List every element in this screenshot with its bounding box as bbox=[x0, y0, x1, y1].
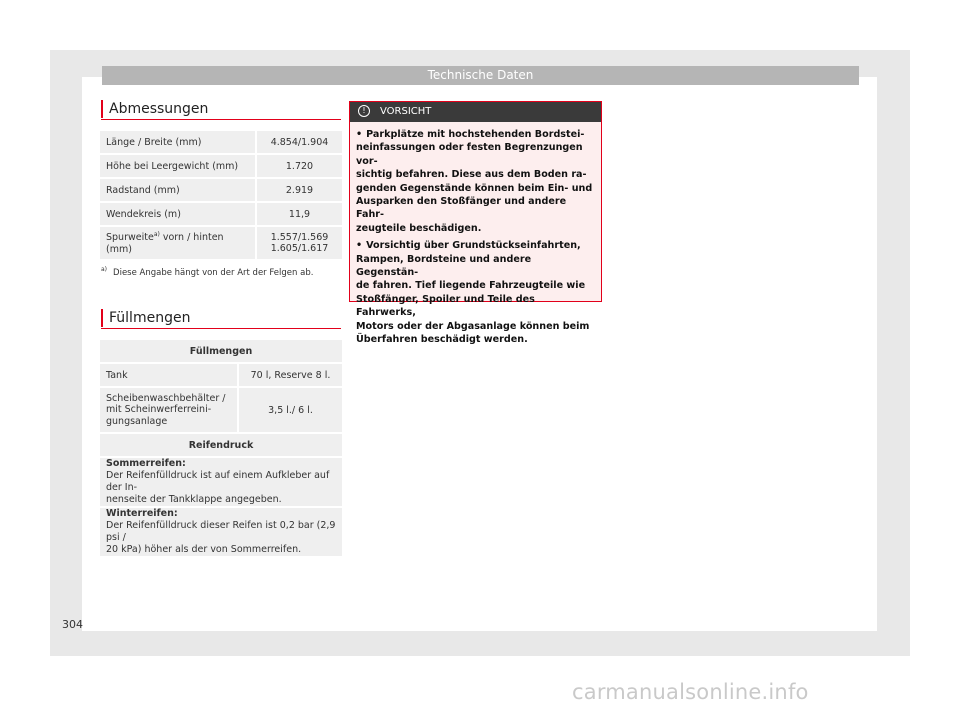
table-row bbox=[100, 179, 342, 201]
row-label-line: Scheibenwaschbehälter / bbox=[106, 392, 226, 404]
chapter-header: Technische Daten bbox=[102, 66, 859, 85]
table-head-row bbox=[100, 340, 342, 362]
tyre-winter-cell bbox=[100, 508, 342, 556]
tyre-summer-cell bbox=[100, 458, 342, 506]
table-row bbox=[100, 508, 342, 556]
caution-item bbox=[356, 239, 595, 346]
tyre-text-line: nenseite der Tankklappe angegeben. bbox=[106, 494, 282, 505]
footnote-text: Diese Angabe hängt von der Art der Felgen ab. bbox=[113, 267, 314, 278]
caution-line: Ausparken den Stoßfänger und andere Fahr- bbox=[356, 196, 567, 221]
warning-circle-icon: ! bbox=[358, 105, 370, 117]
watermark-text[interactable]: carmanualsonline.info bbox=[572, 680, 809, 704]
caution-item bbox=[356, 128, 595, 235]
tyre-text-line: Der Reifenfülldruck dieser Reifen ist 0,2 bar (2,9 psi / bbox=[106, 520, 336, 543]
caution-line: zeugteile beschädigen. bbox=[356, 222, 482, 234]
bullet-icon: • bbox=[356, 129, 363, 140]
caution-line: Rampen, Bordsteine und andere Gegenstän- bbox=[356, 253, 532, 279]
caution-line: Vorsichtig über Grundstückseinfahrten, bbox=[366, 240, 581, 252]
table-row bbox=[100, 227, 342, 259]
table-row bbox=[100, 131, 342, 153]
caution-title: VORSICHT bbox=[380, 106, 432, 117]
table-head: Reifendruck bbox=[100, 434, 342, 456]
table-head: Füllmengen bbox=[100, 340, 342, 362]
tyre-text-line: Der Reifenfülldruck ist auf einem Aufkleber auf der In- bbox=[106, 470, 330, 493]
row-label-text: Spurweite bbox=[106, 232, 154, 244]
caution-box bbox=[349, 101, 602, 346]
caution-header bbox=[350, 102, 601, 122]
row-label bbox=[100, 388, 237, 432]
dimensions-table bbox=[100, 129, 342, 261]
footnote-mark: a) bbox=[101, 266, 108, 273]
row-label-line: gungsanlage bbox=[106, 415, 168, 427]
caution-list bbox=[350, 128, 601, 347]
row-value: 1.720 bbox=[255, 155, 342, 177]
tyre-text-line: 20 kPa) höher als der von Sommerreifen. bbox=[106, 544, 302, 555]
table-row bbox=[100, 388, 342, 432]
caution-line: Parkplätze mit hochstehenden Bordstei- bbox=[366, 129, 585, 140]
row-value-line: 1.605/1.617 bbox=[270, 243, 329, 254]
row-label-text: vorn / hinten (mm) bbox=[106, 232, 224, 255]
bullet-icon: • bbox=[356, 240, 363, 252]
caution-line: de fahren. Tief liegende Fahrzeugteile wie bbox=[356, 280, 586, 292]
tyre-winter-title: Winterreifen: bbox=[106, 508, 178, 519]
capacities-table bbox=[100, 338, 342, 558]
row-value: 4.854/1.904 bbox=[255, 131, 342, 153]
row-label: Länge / Breite (mm) bbox=[100, 131, 255, 153]
row-label-line: mit Scheinwerferreini- bbox=[106, 404, 212, 416]
row-value: 2.919 bbox=[255, 179, 342, 201]
row-label bbox=[100, 227, 255, 259]
row-label: Höhe bei Leergewicht (mm) bbox=[100, 155, 255, 177]
row-label: Tank bbox=[100, 364, 237, 386]
caution-line: Motors oder der Abgasanlage können beim bbox=[356, 320, 590, 332]
row-label: Radstand (mm) bbox=[100, 179, 255, 201]
row-value: 11,9 bbox=[255, 203, 342, 225]
section-title-abmessungen: Abmessungen bbox=[101, 100, 349, 118]
caution-line: Überfahren beschädigt werden. bbox=[356, 334, 528, 346]
footnote-ref: a) bbox=[153, 231, 160, 239]
row-value-line: 1.557/1.569 bbox=[270, 232, 329, 243]
caution-line: Stoßfänger, Spoiler und Teile des Fahrwerks, bbox=[356, 293, 535, 319]
tyre-summer-title: Sommerreifen: bbox=[106, 458, 186, 469]
caution-line: neinfassungen oder festen Begrenzungen vor- bbox=[356, 142, 583, 167]
table-head-row bbox=[100, 434, 342, 456]
table-row bbox=[100, 203, 342, 225]
table-row bbox=[100, 364, 342, 386]
section-rule bbox=[101, 328, 341, 329]
page-number: 304 bbox=[62, 618, 83, 631]
caution-line: sichtig befahren. Diese aus dem Boden ra- bbox=[356, 169, 587, 181]
row-value: 70 l, Reserve 8 l. bbox=[237, 364, 342, 386]
row-value: 3,5 l./ 6 l. bbox=[237, 388, 342, 432]
footnote bbox=[101, 266, 313, 278]
section-title-fuellmengen: Füllmengen bbox=[101, 309, 349, 327]
section-rule bbox=[101, 119, 341, 120]
row-value bbox=[255, 227, 342, 259]
table-row bbox=[100, 155, 342, 177]
caution-line: genden Gegenstände können beim Ein- und bbox=[356, 182, 593, 194]
row-label: Wendekreis (m) bbox=[100, 203, 255, 225]
table-row bbox=[100, 458, 342, 506]
